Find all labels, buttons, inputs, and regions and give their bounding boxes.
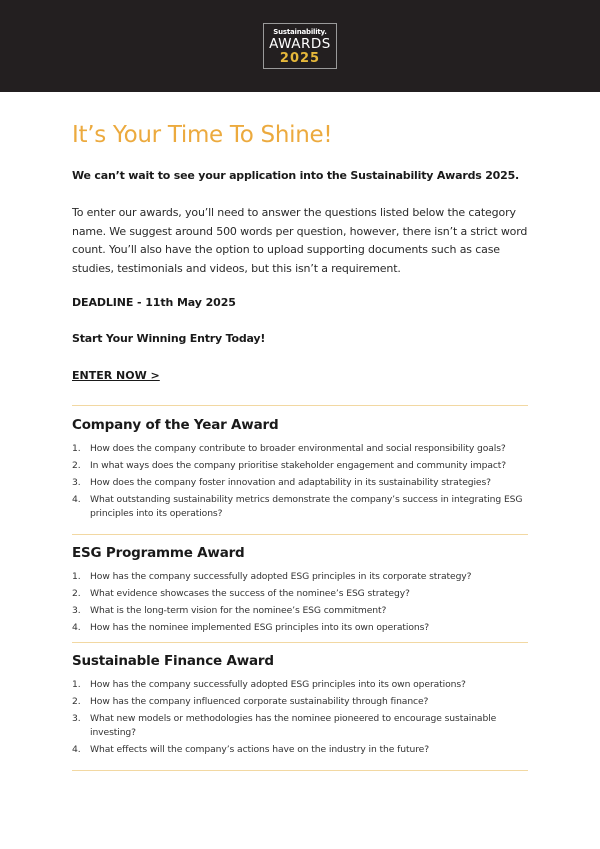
logo-year: 2025 bbox=[279, 50, 321, 66]
question-text: What is the long-term vision for the nominee’s ESG commitment? bbox=[90, 605, 387, 616]
question-text: In what ways does the company prioritise stakeholder engagement and community impact? bbox=[90, 460, 507, 471]
question-item bbox=[72, 570, 528, 584]
question-number: 4. bbox=[72, 622, 81, 633]
section-divider bbox=[72, 534, 528, 535]
question-item bbox=[72, 459, 528, 473]
question-item bbox=[72, 678, 528, 692]
question-number: 2. bbox=[72, 460, 81, 471]
question-number: 4. bbox=[72, 744, 81, 755]
enter-now-link[interactable]: ENTER NOW > bbox=[72, 369, 160, 382]
section-divider bbox=[72, 405, 528, 406]
section-company-of-the-year bbox=[72, 417, 528, 524]
logo-brand: Sustainability. bbox=[273, 27, 327, 36]
question-text: How has the company successfully adopted ESG principles into its own operations? bbox=[90, 679, 466, 690]
question-text: How has the company successfully adopted ESG principles in its corporate strategy? bbox=[90, 571, 472, 582]
awards-logo bbox=[263, 23, 337, 69]
page-header bbox=[0, 0, 600, 92]
question-item bbox=[72, 442, 528, 456]
question-item bbox=[72, 493, 528, 521]
question-number: 4. bbox=[72, 494, 81, 505]
question-text: How does the company contribute to broader environmental and social responsibility goals? bbox=[90, 443, 506, 454]
section-title: Company of the Year Award bbox=[72, 417, 279, 433]
question-number: 3. bbox=[72, 605, 81, 616]
question-text: How does the company foster innovation and adaptability in its sustainability strategies? bbox=[90, 477, 491, 488]
logo-awards: AWARDS bbox=[269, 35, 331, 52]
question-item bbox=[72, 604, 528, 618]
question-item bbox=[72, 712, 528, 740]
question-list bbox=[72, 678, 528, 757]
question-number: 2. bbox=[72, 588, 81, 599]
section-title: ESG Programme Award bbox=[72, 545, 245, 561]
question-item bbox=[72, 476, 528, 490]
question-item bbox=[72, 743, 528, 757]
deadline-text: DEADLINE - 11th May 2025 bbox=[72, 296, 236, 309]
question-number: 3. bbox=[72, 477, 81, 488]
section-sustainable-finance bbox=[72, 653, 528, 760]
question-number: 1. bbox=[72, 679, 81, 690]
section-title: Sustainable Finance Award bbox=[72, 653, 274, 669]
question-text: How has the company influenced corporate sustainability through finance? bbox=[90, 696, 429, 707]
instructions-paragraph: To enter our awards, you’ll need to answer the questions listed below the category name. We suggest around 500 words per question, however, there isn’t a strict word count. You’ll also have the option to upload supporting documents such as case studies, testimonials and videos, but this isn’t a requirement. bbox=[72, 206, 528, 275]
section-divider bbox=[72, 770, 528, 771]
question-text: How has the nominee implemented ESG principles into its own operations? bbox=[90, 622, 430, 633]
page-headline: It’s Your Time To Shine! bbox=[72, 122, 333, 148]
intro-statement: We can’t wait to see your application into the Sustainability Awards 2025. bbox=[72, 169, 520, 182]
question-text: What new models or methodologies has the nominee pioneered to encourage sustainable investing? bbox=[90, 713, 497, 738]
question-text: What effects will the company’s actions have on the industry in the future? bbox=[90, 744, 430, 755]
question-number: 1. bbox=[72, 571, 81, 582]
question-list bbox=[72, 442, 528, 521]
section-esg-programme bbox=[72, 545, 528, 638]
question-number: 1. bbox=[72, 443, 81, 454]
question-number: 3. bbox=[72, 713, 81, 724]
question-text: What evidence showcases the success of the nominee’s ESG strategy? bbox=[90, 588, 410, 599]
question-text: What outstanding sustainability metrics demonstrate the company’s success in integrating ESG principles into its operations? bbox=[90, 494, 523, 519]
question-item bbox=[72, 621, 528, 635]
question-number: 2. bbox=[72, 696, 81, 707]
section-divider bbox=[72, 642, 528, 643]
question-list bbox=[72, 570, 528, 635]
start-entry-text: Start Your Winning Entry Today! bbox=[72, 332, 266, 345]
question-item bbox=[72, 695, 528, 709]
question-item bbox=[72, 587, 528, 601]
